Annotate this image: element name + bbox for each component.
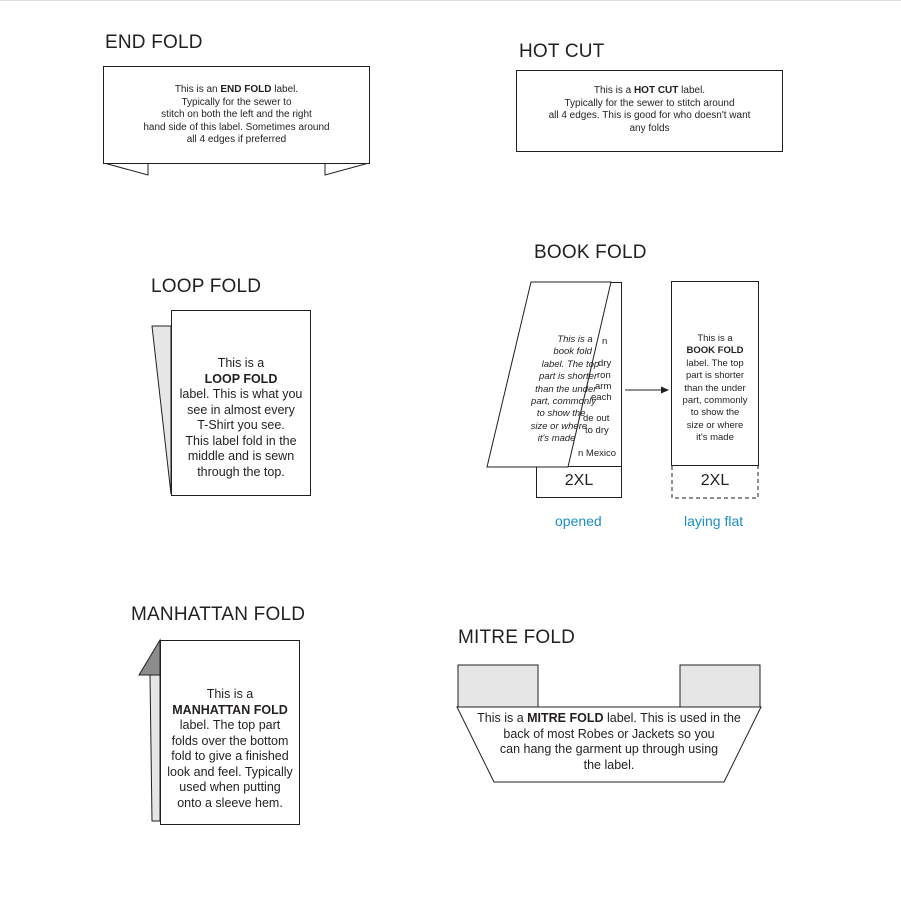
under-text-fragment: n Mexico [578,448,617,459]
text-line: label. The top part [179,718,281,732]
under-text-fragment: de out [583,413,610,424]
text-line: all 4 edges. This is good for who doesn't want [548,110,751,122]
text-line: hand side of this label. Sometimes around [143,121,330,133]
under-text-fragment: dry [598,358,612,369]
text-line: book fold [553,346,592,358]
text-line: part, commonly [531,396,596,408]
text-line: This is a [217,356,265,370]
under-text-fragment: arm [595,381,612,392]
text-line: part is shorter [539,371,598,383]
mitre-fold-title: MITRE FOLD [458,627,576,648]
text-line: MANHATTAN FOLD [172,702,288,717]
end-fold-title: END FOLD [105,32,203,53]
text-line: the label. [583,757,635,772]
text-line: it's made [696,432,734,444]
text-line: look and feel. Typically [167,764,293,779]
text-line: than the under [535,383,597,395]
text-line: used when putting [179,780,281,794]
text-line: This label fold in the [185,433,297,448]
text-line: folds over the bottom [171,733,289,748]
text-line: This is a [557,334,593,345]
text-line: fold to give a finished [171,749,289,763]
text-line: label. The top [686,357,744,369]
book-fold-title: BOOK FOLD [534,242,647,263]
text-line: size or where [686,419,744,431]
text-line: This is a HOT CUT label. [593,85,706,96]
text-line: BOOK FOLD [686,345,744,357]
text-line: any folds [629,122,670,134]
under-text-fragment: ron [597,370,611,381]
text-line: part is shorter [685,370,745,382]
text-line: size or where [530,420,588,432]
text-line: see in almost every [187,402,295,417]
text-line: This is a MITRE FOLD label. This is used in the [477,711,741,725]
manhattan-fold-title: MANHATTAN FOLD [131,604,306,625]
book-fold-opened-size: 2XL [564,472,594,489]
text-line: LOOP FOLD [204,371,278,386]
text-line: stitch on both the left and the right [161,109,312,121]
text-line: This is an END FOLD label. [174,84,299,95]
text-line: onto a sleeve hem. [177,795,283,810]
text-line: can hang the garment up through using [499,742,719,756]
text-line: middle and is sewn [187,449,295,463]
mitre-fold-description [457,711,761,773]
text-line: it's made [537,433,576,445]
text-line: label. This is what you [179,387,303,401]
under-text-fragment: n [602,336,608,347]
mitre-fold-right-tab [680,665,760,707]
text-line: than the under [684,382,746,394]
text-line: Typically for the sewer to stitch around [564,97,735,109]
text-line: part, commonly [682,395,748,407]
text-line: to show the [536,408,586,420]
text-line: This is a [697,333,733,344]
text-line: to show the [690,407,740,419]
mitre-fold-left-tab [458,665,538,707]
loop-fold-title: LOOP FOLD [151,276,262,297]
under-text-fragment: each [591,392,612,403]
text-line: back of most Robes or Jackets so you [503,726,715,741]
caption-opened: opened [555,513,602,529]
text-line: Typically for the sewer to [181,96,292,108]
under-text-fragment: to dry [585,425,609,436]
book-fold-flat-size: 2XL [700,472,730,489]
text-line: through the top. [197,464,285,479]
hot-cut-title: HOT CUT [519,41,605,62]
text-line: This is a [206,687,254,701]
text-line: label. The top [541,358,600,370]
text-line: T-Shirt you see. [197,418,285,432]
text-line: all 4 edges if preferred [186,134,287,146]
caption-laying-flat: laying flat [684,513,744,529]
